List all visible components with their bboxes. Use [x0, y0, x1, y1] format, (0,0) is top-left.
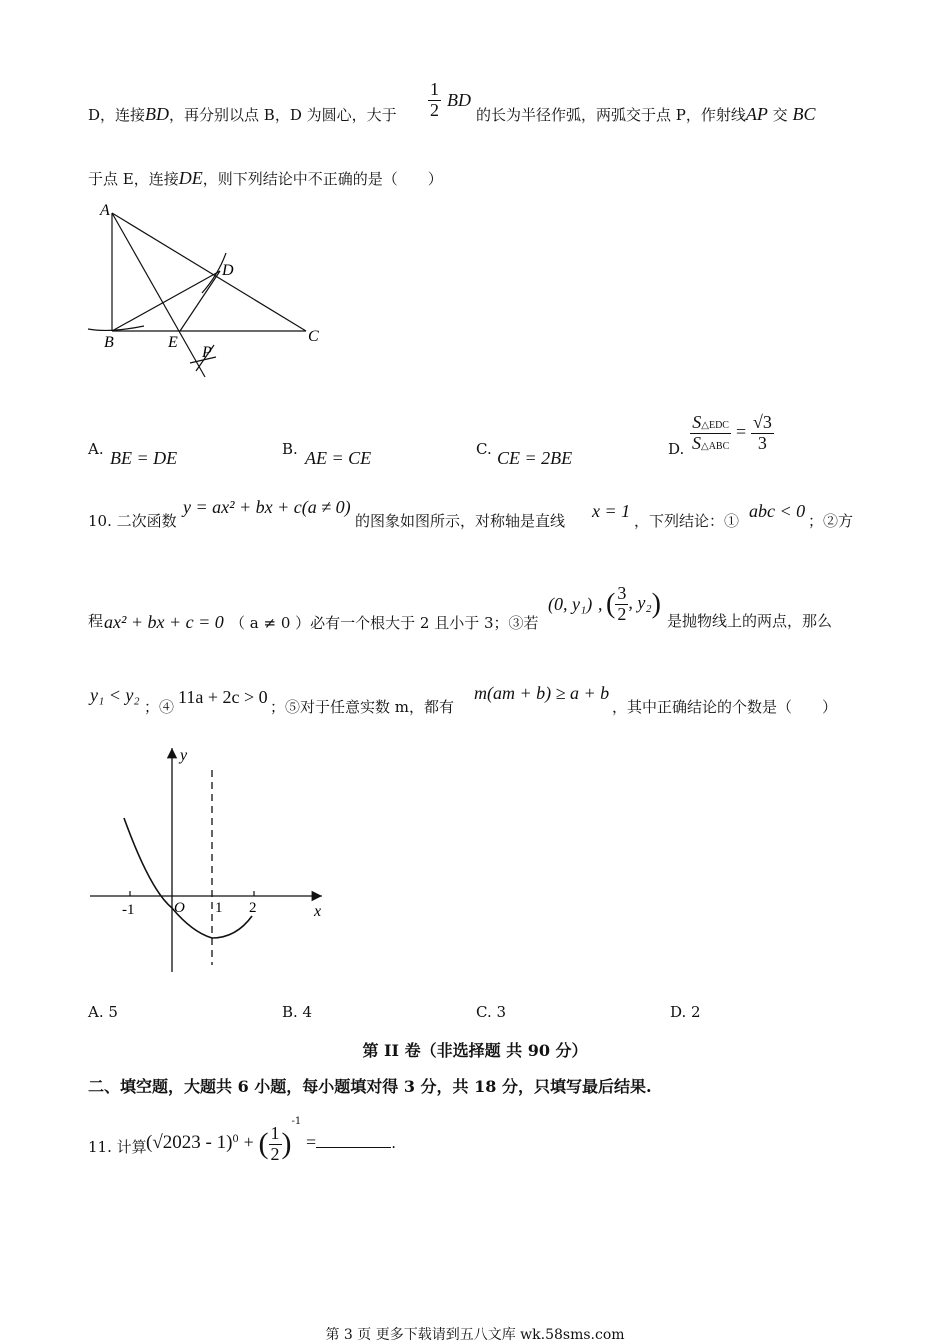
q10-option-a: A. 5	[88, 1003, 118, 1021]
q9-option-a: A.	[88, 440, 104, 458]
label-origin: O	[174, 900, 185, 916]
q10-sep4: ；④	[144, 698, 175, 716]
q9-half-fraction: $\frac{1}{2}$	[430, 79, 439, 120]
q10-c1: abc < 0	[749, 501, 806, 521]
q11-prefix: 11. 计算	[88, 1138, 147, 1156]
q10-option-c: C. 3	[476, 1003, 507, 1021]
q9-option-d: D.	[668, 440, 685, 458]
q10-ineq: y₁ < y₂	[90, 685, 140, 705]
q10-cond: （ a ≠ 0 ）必有一个根大于 2 且小于 3；③若	[230, 614, 539, 632]
q11-expr: (√2023 - 1)$^0$ + ( $\frac{1}{2}$ )$^{-1}$ = .	[146, 1116, 396, 1164]
q10-comma: ,	[598, 594, 603, 614]
label-e: E	[168, 334, 178, 351]
section-title: 第 II 卷（非选择题 共 90 分）	[362, 1041, 588, 1060]
page-footer: 第 3 页 更多下载请到五八文库 wk.58sms.com	[325, 1327, 625, 1343]
q10-eq: ax² + bx + c = 0	[104, 612, 224, 632]
label-p: P	[202, 344, 212, 361]
q10-func: y = ax² + bx + c(a ≠ 0)	[183, 497, 351, 517]
q9-option-d-expr: $\frac{\text{S△EDC}}{\text{S△ABC}}$ = $\frac{√3}{3}$	[692, 412, 772, 453]
q9-option-c-expr: CE = 2BE	[497, 448, 573, 468]
q10-option-b: B. 4	[282, 1003, 313, 1021]
parabola-curve	[124, 818, 252, 938]
q10-pt2: ( $\frac{3}{2}$ , y₂)	[606, 583, 661, 624]
tick-1: 1	[215, 900, 223, 916]
q10-c5: ；⑤对于任意实数 m，都有	[270, 698, 454, 716]
q9-line1: D，连接BD，再分别以点 B，D 为圆心，大于	[88, 104, 397, 124]
q9-triangle-figure	[80, 195, 340, 385]
q10-option-d: D. 2	[670, 1003, 701, 1021]
q9-option-b-expr: AE = CE	[305, 448, 372, 468]
q9-line2: 于点 E，连接DE，则下列结论中不正确的是（ ）	[88, 168, 443, 188]
q10-text2: ，下列结论：①	[634, 512, 740, 530]
q10-tail: ，其中正确结论的个数是（ ）	[612, 698, 838, 716]
tick-2: 2	[249, 900, 257, 916]
q9-bd2: BD	[447, 90, 471, 110]
q11-answer-blank[interactable]	[316, 1133, 391, 1148]
section-heading: 二、填空题，大题共 6 小题，每小题填对得 3 分，共 18 分，只填写最后结果.	[88, 1077, 652, 1096]
q10-c5-expr: m(am + b) ≥ a + b	[474, 683, 610, 703]
label-a: A	[100, 202, 110, 219]
label-y: y	[180, 747, 188, 764]
q9-line1-c: 的长为半径作弧，两弧交于点 P，作射线AP 交 BC	[476, 104, 816, 124]
q9-option-b: B.	[282, 440, 298, 458]
q10-axis: x = 1	[592, 501, 631, 521]
q10-parabola-graph	[88, 740, 338, 980]
label-c: C	[308, 328, 319, 345]
q10-c4: 11a + 2c > 0	[178, 687, 268, 707]
label-d: D	[222, 262, 234, 279]
q10-prefix: 10. 二次函数	[88, 512, 177, 530]
q10-line2-a: 程	[88, 612, 104, 630]
q9-option-a-expr: BE = DE	[110, 448, 178, 468]
tick-neg1: -1	[122, 902, 135, 918]
label-b: B	[104, 334, 114, 351]
q10-pt1: (0, y₁)	[548, 594, 593, 614]
q9-option-c: C.	[476, 440, 492, 458]
label-x: x	[314, 903, 322, 920]
q10-text3: ；②方	[808, 512, 854, 530]
q10-text1: 的图象如图所示，对称轴是直线	[355, 512, 566, 530]
q10-line2-b: 是抛物线上的两点，那么	[667, 612, 833, 630]
